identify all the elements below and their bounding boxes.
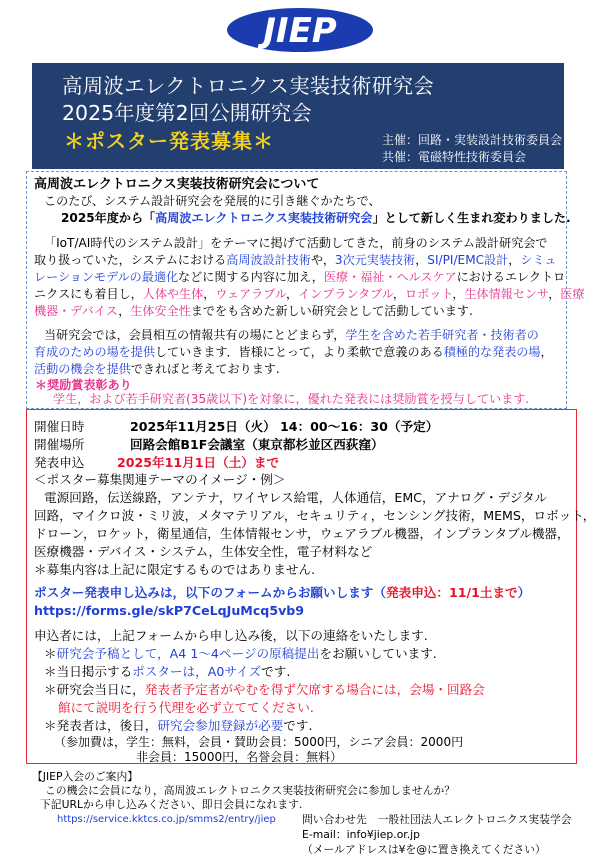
notice-poster-size: ＊当日掲示するポスターは，A0サイズです. — [44, 664, 291, 679]
theme-heading: ＜ポスター募集関連テーマのイメージ・例＞ — [34, 472, 286, 487]
notice-manuscript: ＊研究会予稿として，A4 1～4ページの原稿提出をお願いしています. — [44, 646, 437, 661]
about-p2-line4: ニクスにも着目し，人体や生体，ウェアラブル，インプランタブル，ロボット，生体情報センサ，医療 — [34, 287, 585, 301]
fee-line-2: 非会員：15000円，名誉会員：無料） — [136, 750, 343, 764]
theme-note: ＊募集内容は上記に限定するものではありません. — [34, 562, 316, 577]
about-p1-line1: このたび、システム設計研究会を発展的に引き継ぐかたちで、 — [44, 194, 381, 208]
jiep-logo-mark — [225, 6, 375, 54]
jiep-logo — [225, 6, 375, 54]
banner-organizer: 主催：回路・実装設計技術委員会 — [382, 133, 563, 147]
about-heading: 高周波エレクトロニクス実装技術研究会について — [34, 177, 320, 192]
form-link[interactable]: https://forms.gle/skP7CeLqJuMcq5vb9 — [34, 603, 305, 618]
banner-title: 高周波エレクトロニクス実装技術研究会 — [62, 74, 434, 98]
about-p2-line2: 取り扱っていた，システムにおける高周波設計技術や，3次元実装技術，SI/PI/EMC設計，シミュ — [34, 253, 557, 267]
theme-line-4: 医療機器・デバイス・システム，生体安全性，電子材料など — [34, 544, 373, 559]
about-p3-line2: 育成のための場を提供していきます．皆様にとって，より柔軟で意義のある積極的な発表の場， — [34, 345, 553, 359]
footer-invite: この機会に会員になり，高周波エレクトロニクス実装技術研究会に参加しませんか？ — [45, 784, 455, 797]
footer-heading: 【JIEP入会のご案内】 — [32, 770, 139, 783]
notice-registration: ＊発表者は，後日，研究会参加登録が必要です. — [44, 718, 313, 733]
membership-link[interactable]: https://service.kktcs.co.jp/smms2/entry/jiep — [57, 814, 276, 825]
contact-org: 問い合わせ先 一般社団法人エレクトロニクス実装学会 — [302, 813, 572, 826]
banner-subtitle: 2025年度第2回公開研究会 — [62, 101, 312, 125]
theme-line-3: ドローン，ロケット，衛星通信，生体情報センサ，ウェアラブル機器，インプランタブル機器， — [34, 526, 570, 541]
date-value: 2025年11月25日（火） 14：00～16：30（予定） — [130, 419, 439, 434]
fee-line-1: （参加費は，学生：無料，会員・賛助会員：5000円，シニア会員：2000円 — [54, 735, 464, 749]
notice-proxy: ＊研究会当日に，発表者予定者がやむを得ず欠席する場合には，会場・回路会 — [44, 682, 485, 697]
contact-email: E-mail：info¥jiep.or.jp — [302, 828, 421, 841]
apply-deadline: 2025年11月1日（土）まで — [117, 455, 280, 470]
notice-proxy-cont: 館にて説明を行う代理を必ず立ててください. — [58, 700, 314, 715]
form-instruction: ポスター発表申し込みは，以下のフォームからお願いします（発表申込：11/1土まで） — [34, 585, 531, 600]
about-section — [26, 171, 585, 409]
award-text: 学生，および若手研究者(35歳以下)を対象に，優れた発表には奨励賞を授与しています. — [53, 392, 530, 406]
about-p2-line1: 「IoT/AI時代のシステム設計」をテーマに掲げて活動してきた，前身のシステム設計研究会で — [44, 236, 548, 250]
about-p2-line3: レーションモデルの最適化などに関する内容に加え，医療・福祉・ヘルスケアにおけるエレクトロ — [34, 270, 566, 284]
banner-poster-call: ＊ポスター発表募集＊ — [64, 129, 274, 153]
about-p3-line3: 活動の機会を提供できればと考えております. — [34, 362, 280, 376]
place-label: 開催場所 — [34, 437, 85, 452]
date-label: 開催日時 — [34, 419, 85, 434]
apply-label: 発表申込 — [34, 455, 85, 470]
banner-cosponsor: 共催：電磁特性技術委員会 — [382, 150, 527, 164]
about-p2-line5: 機器・デバイス，生体安全性までをも含めた新しい研究会として活動しています. — [34, 304, 473, 318]
after-apply-text: 申込者には，上記フォームから申し込み後，以下の連絡をいたします. — [34, 628, 428, 643]
place-value: 回路会館B1F会議室（東京都杉並区西荻窪） — [130, 437, 384, 452]
theme-line-1: 電源回路，伝送線路，アンテナ，ワイヤレス給電，人体通信，EMC，アナログ・デジタル — [44, 490, 548, 505]
svg-text:JIEP: JIEP — [263, 11, 337, 51]
event-info-section — [26, 409, 596, 764]
title-banner — [32, 63, 564, 169]
about-p1-line2: 2025年度から「高周波エレクトロニクス実装技術研究会」として新しく生まれ変わりました. — [61, 211, 571, 225]
award-heading: ＊奨励賞表彰あり — [35, 378, 132, 392]
footer-instruction: 下記URLから申し込みください、即日会員になれます. — [40, 798, 303, 811]
contact-email-note: （メールアドレスは¥を@に置き換えてください） — [302, 843, 546, 856]
theme-line-2: 回路，マイクロ波・ミリ波，メタマテリアル，セキュリティ，センシング技術，MEMS，ロボット， — [34, 508, 596, 523]
about-p3-line1: 当研究会では，会員相互の情報共有の場にとどまらず，学生を含めた若手研究者・技術者の — [44, 328, 539, 342]
